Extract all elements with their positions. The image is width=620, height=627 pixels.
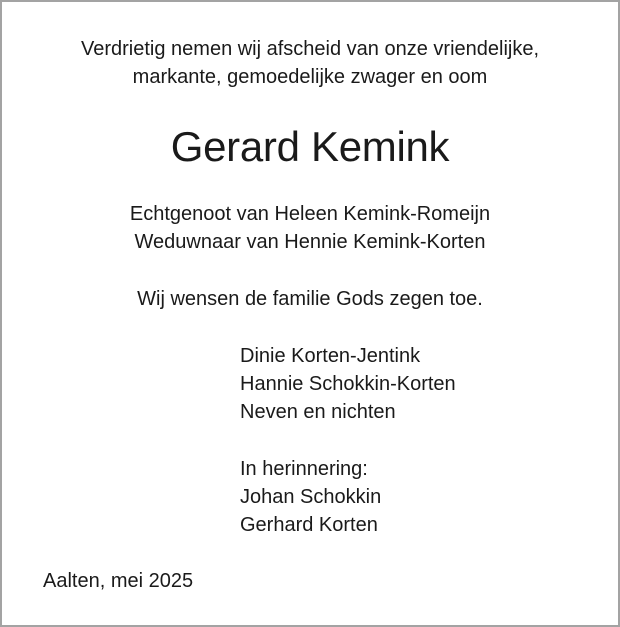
in-memory-list	[240, 455, 381, 539]
intro-line-1: Verdrietig nemen wij afscheid van onze vriendelijke,	[80, 38, 540, 60]
family-member: Dinie Korten-Jentink	[240, 345, 421, 367]
family-list	[240, 342, 456, 426]
memory-heading: In herinnering:	[240, 458, 368, 480]
family-member: Hannie Schokkin-Korten	[240, 373, 456, 395]
blessing-text: Wij wensen de familie Gods zegen toe.	[137, 288, 483, 310]
family-member: Neven en nichten	[240, 401, 396, 423]
memory-person: Gerhard Korten	[240, 514, 378, 536]
deceased-name: Gerard Kemink	[170, 123, 450, 170]
intro-line-2: markante, gemoedelijke zwager en oom	[132, 66, 488, 88]
relation-spouse: Echtgenoot van Heleen Kemink-Romeijn	[129, 203, 491, 225]
memory-person: Johan Schokkin	[240, 486, 382, 508]
place-date: Aalten, mei 2025	[43, 570, 194, 592]
relation-widower: Weduwnaar van Hennie Kemink-Korten	[134, 231, 486, 253]
